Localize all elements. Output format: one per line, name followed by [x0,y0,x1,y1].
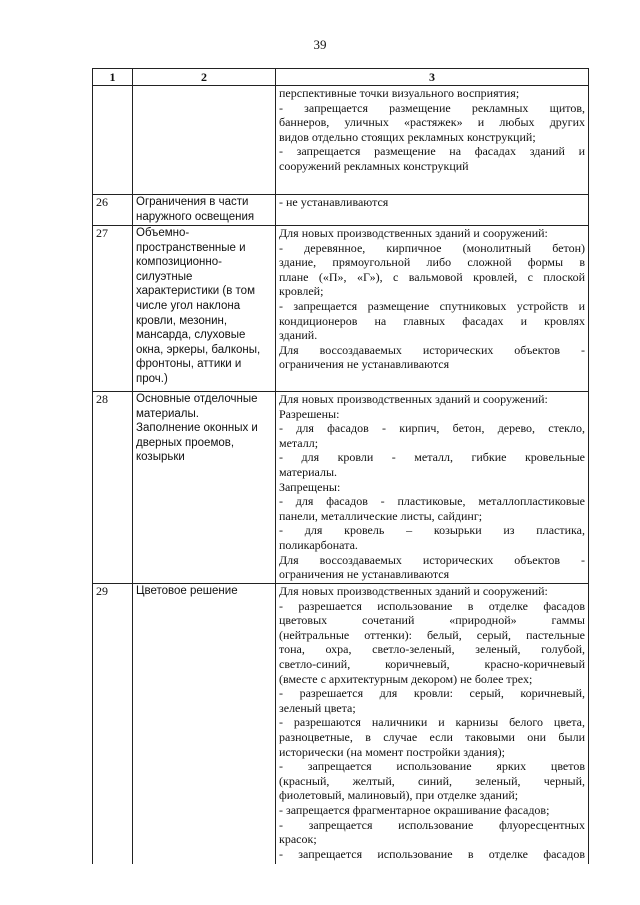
row-number: 29 [93,584,133,865]
requirement-line: Разрешены: [279,406,340,421]
parameter-name-line: мансарда, слуховые [136,329,246,342]
requirement-line: поликарбоната. [279,537,358,552]
requirement-line: ограничения не устанавливаются [279,357,450,372]
requirement-line: сооружений рекламных конструкций [279,158,469,173]
requirement-line: видов отдельно стоящих рекламных конструкций; [279,129,536,144]
parameter-name-line: Объемно- [136,227,190,239]
parameter-name-line: силуэтные [136,270,193,283]
requirement-line: исторически (на момент постройки здания); [279,744,505,759]
requirement-line: - разрешается использование в отделке фасадов [279,598,585,613]
requirement-line: - для фасадов - пластиковые, металлопластиковые [279,494,585,509]
parameter-name-line: материалы. [136,407,199,420]
requirement-line: (нейтральные оттенки): белый, серый, пастельные [279,627,585,642]
table-row [93,86,589,195]
requirement-line: ограничения не устанавливаются [279,567,450,582]
requirement-line: перспективные точки визуального восприятия; [279,86,520,100]
requirement-line: материалы. [279,464,338,479]
requirement-line: - разрешается для кровли: серый, коричневый, [279,686,585,701]
parameter-name-line: проч.) [136,372,168,385]
requirement-line: Для новых производственных зданий и сооружений: [279,226,548,240]
requirement-line: красок; [279,832,317,847]
requirement-line: - для фасадов - кирпич, бетон, дерево, стекло, [279,421,585,436]
requirement-line: Для новых производственных зданий и сооружений: [279,584,548,598]
requirement-line: здание, прямоугольной либо сложной формы в [279,255,585,270]
table-row [93,226,589,392]
requirement-line: - запрещается использование флуоресцентных [279,817,585,832]
requirement-line: Запрещены: [279,479,341,494]
requirement-line: (вместе с архитектурным декором) не более трех; [279,671,533,686]
page-number: 39 [313,37,327,52]
parameter-name-line: козырьки [136,451,185,464]
parameter-name-line: дверных проемов, [136,436,235,449]
requirement-line: - не устанавливаются [279,195,389,209]
column-header-parameter: 2 [133,69,276,86]
requirement-line: зданий. [279,328,318,343]
requirement-line: - запрещается размещение рекламных щитов, [279,100,585,115]
requirement-line: светло-синий, коричневый, красно-коричневый [279,656,585,671]
parameter-name-line: композиционно- [136,256,222,269]
requirement-line: кондиционеров на главных фасадах и кровлях [279,313,585,328]
parameter-name-line: характеристики (в том [136,285,255,298]
parameter-name [133,195,276,226]
parameter-name [133,226,276,392]
row-number: 26 [93,195,133,226]
requirement-line: - запрещается размещение на фасадах зданий и [279,144,585,159]
table-row [93,392,589,584]
parameter-name-line: Основные отделочные [136,393,258,405]
parameter-name [133,392,276,584]
requirement-line: тона, охра, светло-зеленый, зеленый, голубой, [279,642,585,657]
parameter-name-line: фронтоны, аттики и [136,358,242,371]
requirement-line: - запрещается фрагментарное окрашивание фасадов; [279,802,550,817]
requirement-line: - для кровли - металл, гибкие кровельные [279,450,585,465]
table-row [93,584,589,865]
requirement-line: Для новых производственных зданий и сооружений: [279,392,548,406]
requirement-line: разноцветные, в случае если таковыми они были [279,729,585,744]
parameter-name [133,86,276,195]
requirement-line: плане («П», «Г»), с вальмовой кровлей, с плоской [279,269,585,284]
requirement-line: панели, металлические листы, сайдинг; [279,508,483,523]
regulations-table [92,68,589,864]
row-number [93,86,133,195]
column-header-requirements: 3 [276,69,589,86]
requirement-line: - разрешаются наличники и карнизы белого цвета, [279,715,585,730]
parameter-name-line: пространственные и [136,241,246,254]
requirement-line: - запрещается размещение спутниковых устройств и [279,298,585,313]
requirement-text [276,226,589,392]
row-number: 28 [93,392,133,584]
parameter-name-line: числе угол наклона [136,299,241,312]
requirement-line: Для воссоздаваемых исторических объектов - [279,552,585,567]
requirement-line: баннеров, уличных «растяжек» и любых других [279,115,585,130]
requirement-text [276,195,589,226]
parameter-name-line: кровли, мезонин, [136,314,228,327]
requirement-line: - запрещается использование ярких цветов [279,759,585,774]
table-header-row [93,69,589,86]
requirement-text [276,86,589,195]
parameter-name-line: наружного освещения [136,210,255,223]
parameter-name-line: окна, эркеры, балконы, [136,343,261,356]
table-body [93,86,589,865]
requirement-line: кровлей; [279,284,324,299]
requirement-line: (красный, желтый, синий, зеленый, черный, [279,773,585,788]
parameter-name-line: Ограничения в части [136,196,249,208]
requirement-line: зеленый цвета; [279,700,356,715]
requirement-text [276,392,589,584]
parameter-name [133,584,276,865]
requirement-line: фиолетовый, малиновый), при отделке зданий; [279,788,519,803]
requirement-line: металл; [279,435,319,450]
column-header-number: 1 [93,69,133,86]
requirement-line: цветовых сочетаний «природной» гаммы [279,613,585,628]
requirement-line: Для воссоздаваемых исторических объектов - [279,342,585,357]
requirement-text [276,584,589,865]
requirement-line: - запрещается использование в отделке фасадов [279,846,585,861]
parameter-name-line: Заполнение оконных и [136,422,258,435]
requirement-line: - деревянное, кирпичное (монолитный бетон) [279,240,585,255]
row-number: 27 [93,226,133,392]
table-row [93,195,589,226]
parameter-name-line: Цветовое решение [136,585,238,597]
requirement-line: - для кровель – козырьки из пластика, [279,523,585,538]
